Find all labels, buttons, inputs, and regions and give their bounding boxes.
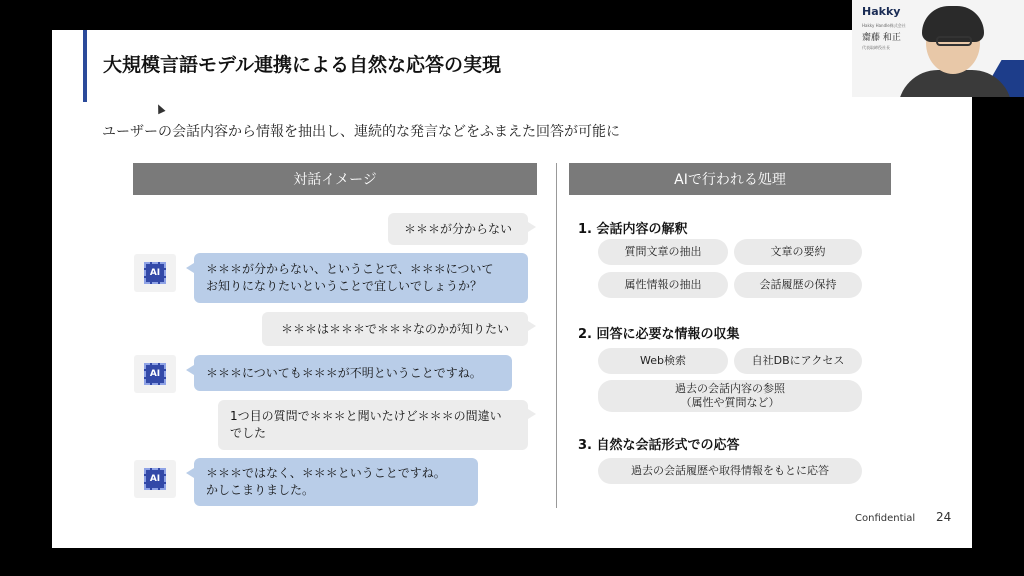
ai-message-text: ＊＊＊についても＊＊＊が不明ということですね。 xyxy=(206,365,482,380)
ai-message xyxy=(194,355,512,391)
user-message-line: でした xyxy=(230,426,267,440)
ai-avatar xyxy=(134,254,176,292)
presenter-role: 代表取締役社長 xyxy=(862,45,890,50)
ai-avatar xyxy=(134,355,176,393)
presenter-company: Hakky Handle株式会社 xyxy=(862,23,906,28)
user-message-line: 1つ目の質問で＊＊＊と聞いたけど＊＊＊の間違い xyxy=(230,409,502,423)
ai-message xyxy=(194,253,528,303)
slide-title: 大規模言語モデル連携による自然な応答の実現 xyxy=(103,54,502,76)
brand-logo: Hakky xyxy=(862,5,901,18)
section-title-natural-response: 3. 自然な会話形式での応答 xyxy=(578,438,740,453)
ai-processing-header: AIで行われる処理 xyxy=(569,163,891,195)
user-message xyxy=(262,312,528,346)
column-divider xyxy=(556,163,557,508)
ai-chip-icon: AI xyxy=(144,363,166,385)
tag-response-generation: 過去の会話履歴や取得情報をもとに応答 xyxy=(598,458,862,484)
tag-attribute-extraction: 属性情報の抽出 xyxy=(598,272,728,298)
tag-line: （属性や質問など） xyxy=(680,396,780,409)
dialogue-image-header: 対話イメージ xyxy=(133,163,537,195)
tag-line: 過去の会話内容の参照 xyxy=(675,382,785,395)
user-message xyxy=(388,213,528,245)
tag-question-extraction: 質問文章の抽出 xyxy=(598,239,728,265)
confidential-label: Confidential xyxy=(855,513,916,524)
title-accent-bar xyxy=(83,30,87,102)
tag-db-access: 自社DBにアクセス xyxy=(734,348,862,374)
ai-chip-icon: AI xyxy=(144,262,166,284)
ai-message-line: ＊＊＊が分からない、ということで、＊＊＊について xyxy=(206,262,494,276)
ai-message-line: ＊＊＊ではなく、＊＊＊ということですね。 xyxy=(206,466,446,480)
ai-message xyxy=(194,458,478,506)
presenter-name: 齋藤 和正 xyxy=(862,33,901,43)
section-title-information-gathering: 2. 回答に必要な情報の収集 xyxy=(578,327,740,342)
ai-message-line: かしこまりました。 xyxy=(206,483,315,497)
section-title-interpretation: 1. 会話内容の解釈 xyxy=(578,222,688,237)
tag-summary: 文章の要約 xyxy=(734,239,862,265)
tag-web-search: Web検索 xyxy=(598,348,728,374)
tag-history-retention: 会話履歴の保持 xyxy=(734,272,862,298)
presenter-webcam xyxy=(852,0,1024,97)
ai-message-line: お知りになりたいということで宜しいでしょうか？ xyxy=(206,279,483,293)
ai-chip-icon: AI xyxy=(144,468,166,490)
user-message xyxy=(218,400,528,450)
ai-avatar xyxy=(134,460,176,498)
presenter-glasses xyxy=(936,36,972,46)
user-message-text: ＊＊＊が分からない xyxy=(403,221,512,236)
page-number: 24 xyxy=(936,510,952,524)
user-message-text: ＊＊＊は＊＊＊で＊＊＊なのかが知りたい xyxy=(280,321,509,336)
tag-past-conversation-reference xyxy=(598,380,862,412)
presentation-slide xyxy=(52,30,972,548)
slide-subtitle: ユーザーの会話内容から情報を抽出し、連続的な発言などをふまえた回答が可能に xyxy=(102,124,620,140)
